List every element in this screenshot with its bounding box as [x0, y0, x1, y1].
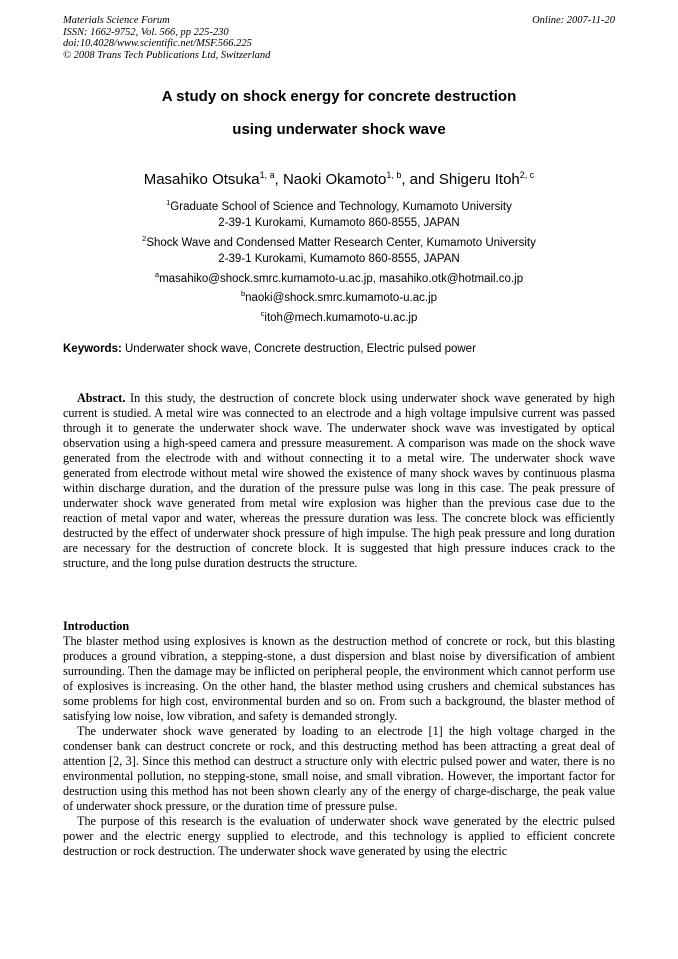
author-separator: ,	[274, 171, 283, 188]
intro-paragraph-3: The purpose of this research is the evaluation of underwater shock wave generated by the electric pulsed power and the electric energy supplied to electrode, and this technology is applied to efficient concrete destruction or rock destruction. The underwater shock wave generated by using the electric	[63, 814, 615, 858]
keywords-text: Underwater shock wave, Concrete destruction, Electric pulsed power	[121, 343, 476, 355]
keywords-label: Keywords:	[63, 343, 122, 355]
email-mark: c	[260, 309, 265, 319]
abstract-text: In this study, the destruction of concrete block using underwater shock wave generated by high current is studied. A metal wire was connected to an electrode and a high voltage impulsive current was passed through it to generate the underwater shock wave. The underwater shock wave was investigated by optical observation using a high-speed camera and pressure measurement. A comparison was made on the shock wave generated from the electrode with and without connecting it to a metal wire. The underwater shock wave generated from electrode without metal wire showed the existence of many shock waves by continuous plasma within discharge duration, and the duration of the pressure pulse was long in this case. The peak pressure of underwater shock wave generated from metal wire explosion was higher than the previous case due to the reaction of metal vapor and water, whereas the pressure duration was less. The concrete block was efficiently destructed by the effect of underwater shock pressure of high impulse. The high peak pressure and long duration are necessary for the destruction of concrete block. It is suggested that high pressure induces crack to the structure, and the long pulse duration destructs the structure.	[63, 391, 615, 570]
email-mark: b	[240, 289, 246, 299]
author-affiliation-mark: 1, a	[259, 170, 275, 180]
journal-issn: ISSN: 1662-9752, Vol. 566, pp 225-230	[63, 26, 229, 38]
affiliation-mark: 2	[142, 233, 147, 243]
journal-doi: doi:10.4028/www.scientific.net/MSF.566.225	[63, 38, 252, 49]
affiliation-1-address: 2-39-1 Kurokami, Kumamoto 860-8555, JAPAN	[218, 216, 460, 229]
journal-name: Materials Science Forum	[63, 15, 170, 26]
affiliation-name: Graduate School of Science and Technology, Kumamoto University	[170, 200, 512, 213]
email-address: masahiko@shock.smrc.kumamoto-u.ac.jp, masahiko.otk@hotmail.co.jp	[159, 272, 524, 285]
email-address: itoh@mech.kumamoto-u.ac.jp	[264, 312, 418, 325]
author-name: Shigeru Itoh	[438, 171, 520, 188]
affiliation-1	[63, 195, 615, 215]
author-affiliation-mark: 1, b	[386, 170, 402, 180]
abstract-paragraph	[63, 391, 615, 571]
keywords	[63, 343, 615, 355]
section-heading-introduction: Introduction	[63, 619, 130, 633]
paper-title-line-2: using underwater shock wave	[232, 121, 446, 138]
email-b	[63, 286, 615, 306]
introduction-body	[63, 634, 615, 859]
email-a	[63, 267, 615, 287]
author-separator: , and	[401, 171, 439, 188]
affiliation-2	[63, 231, 615, 251]
email-mark: a	[154, 269, 160, 279]
abstract	[63, 391, 615, 571]
abstract-label: Abstract.	[77, 391, 126, 405]
author-affiliation-mark: 2, c	[519, 170, 535, 180]
journal-copyright: © 2008 Trans Tech Publications Ltd, Switzerland	[63, 49, 271, 61]
affiliation-2-address: 2-39-1 Kurokami, Kumamoto 860-8555, JAPAN	[218, 252, 460, 265]
email-address: naoki@shock.smrc.kumamoto-u.ac.jp	[245, 292, 438, 305]
author-list	[63, 170, 615, 188]
journal-header	[63, 15, 615, 61]
online-date: Online: 2007-11-20	[532, 15, 615, 26]
affiliation-mark: 1	[166, 198, 171, 207]
intro-paragraph-1: The blaster method using explosives is known as the destruction method of concrete or rock, but this blasting produces a ground vibration, a stepping-stone, a dust dispersion and blast noise by diversification of ambient surrounding. Then the damage may be inflicted on peripheral people, the environment which cannot perform use of explosives is increasing. On the other hand, the blaster method using crushers and chemical substances has some problems for high cost, environmental burden and so on. From such a background, the blaster method of satisfying low noise, low vibration, and safety is demanded strongly.	[63, 634, 615, 723]
email-c	[63, 306, 615, 326]
intro-paragraph-2: The underwater shock wave generated by loading to an electrode [1] the high voltage charged in the condenser bank can destruct concrete or rock, and this destructing method has been attracting a great deal of attention [2, 3]. Since this method can destruct a structure only with electric pulsed power and water, there is no environmental pollution, no stepping-stone, small noise, and small vibration. However, the important factor for destruction using this method has not been shown clearly any of the energy of charge-discharge, the peak value of underwater shock pressure, or the duration time of pressure pulse.	[63, 724, 615, 813]
affiliations	[63, 195, 615, 326]
author-name: Naoki Okamoto	[282, 171, 387, 188]
author-name: Masahiko Otsuka	[143, 171, 260, 188]
paper-title-line-1: A study on shock energy for concrete destruction	[161, 88, 517, 105]
affiliation-name: Shock Wave and Condensed Matter Research Center, Kumamoto University	[146, 236, 536, 249]
